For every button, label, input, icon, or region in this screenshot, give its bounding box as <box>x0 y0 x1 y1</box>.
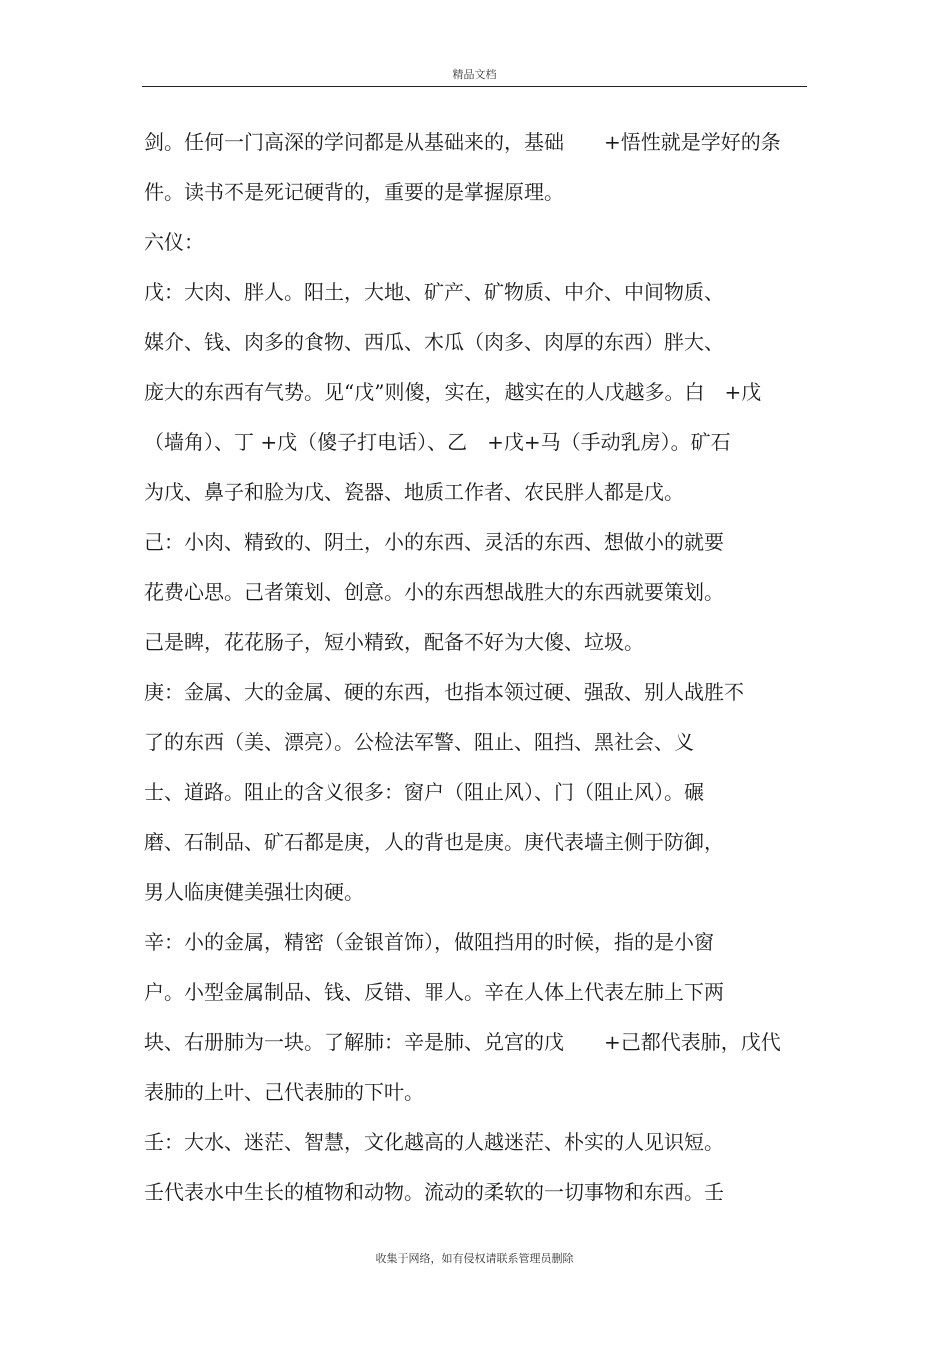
text-line: 媒介、钱、肉多的食物、西瓜、木瓜（肉多、肉厚的东西）胖大、 <box>144 330 724 354</box>
text-line: 戊：大肉、胖人。阳土，大地、矿产、矿物质、中介、中间物质、 <box>144 280 724 304</box>
text-line: 壬：大水、迷茫、智慧，文化越高的人越迷茫、朴实的人见识短。 <box>144 1130 724 1154</box>
text-line: 庞大的东西有气势。见“戊”则傻，实在，越实在的人戊越多。白 +戊 <box>144 380 762 404</box>
text-line: 了的东西（美、漂亮）。公检法军警、阻止、阻挡、黑社会、义 <box>144 730 694 754</box>
text-line: 磨、石制品、矿石都是庚，人的背也是庚。庚代表墙主侧于防御， <box>144 830 724 854</box>
page-header: 精品文档 <box>452 68 497 81</box>
text-line: 块、右册肺为一块。了解肺：辛是肺、兑宫的戊 +己都代表肺，戊代 <box>144 1030 781 1054</box>
text-line: 男人临庚健美强壮肉硬。 <box>144 880 364 904</box>
page-footer: 收集于网络，如有侵权请联系管理员删除 <box>375 1252 574 1265</box>
section-heading: 六仪： <box>144 230 204 254</box>
header-divider <box>142 86 807 87</box>
text-line: 己：小肉、精致的、阴土，小的东西、灵活的东西、想做小的就要 <box>144 530 724 554</box>
text-line: 件。读书不是死记硬背的，重要的是掌握原理。 <box>144 180 564 204</box>
text-line: 辛：小的金属，精密（金银首饰），做阻挡用的时候，指的是小窗 <box>144 930 714 954</box>
text-line: 表肺的上叶、己代表肺的下叶。 <box>144 1080 424 1104</box>
document-body <box>144 123 814 1223</box>
text-line: 剑。任何一门高深的学问都是从基础来的，基础 +悟性就是学好的条 <box>144 130 781 154</box>
text-line: 庚：金属、大的金属、硬的东西，也指本领过硬、强敌、别人战胜不 <box>144 680 744 704</box>
text-line: 己是睥，花花肠子，短小精致，配备不好为大傻、垃圾。 <box>144 630 644 654</box>
text-line: 户。小型金属制品、钱、反错、罪人。辛在人体上代表左肺上下两 <box>144 980 724 1004</box>
text-line: 壬代表水中生长的植物和动物。流动的柔软的一切事物和东西。壬 <box>144 1180 724 1204</box>
text-line: 士、道路。阻止的含义很多：窗户（阻止风）、门（阻止风）。碾 <box>144 780 704 804</box>
text-line: 花费心思。己者策划、创意。小的东西想战胜大的东西就要策划。 <box>144 580 724 604</box>
text-line: （墙角）、丁 +戊（傻子打电话）、乙 +戊+马（手动乳房）。矿石 <box>144 430 731 454</box>
text-line: 为戊、鼻子和脸为戊、瓷器、地质工作者、农民胖人都是戊。 <box>144 480 684 504</box>
